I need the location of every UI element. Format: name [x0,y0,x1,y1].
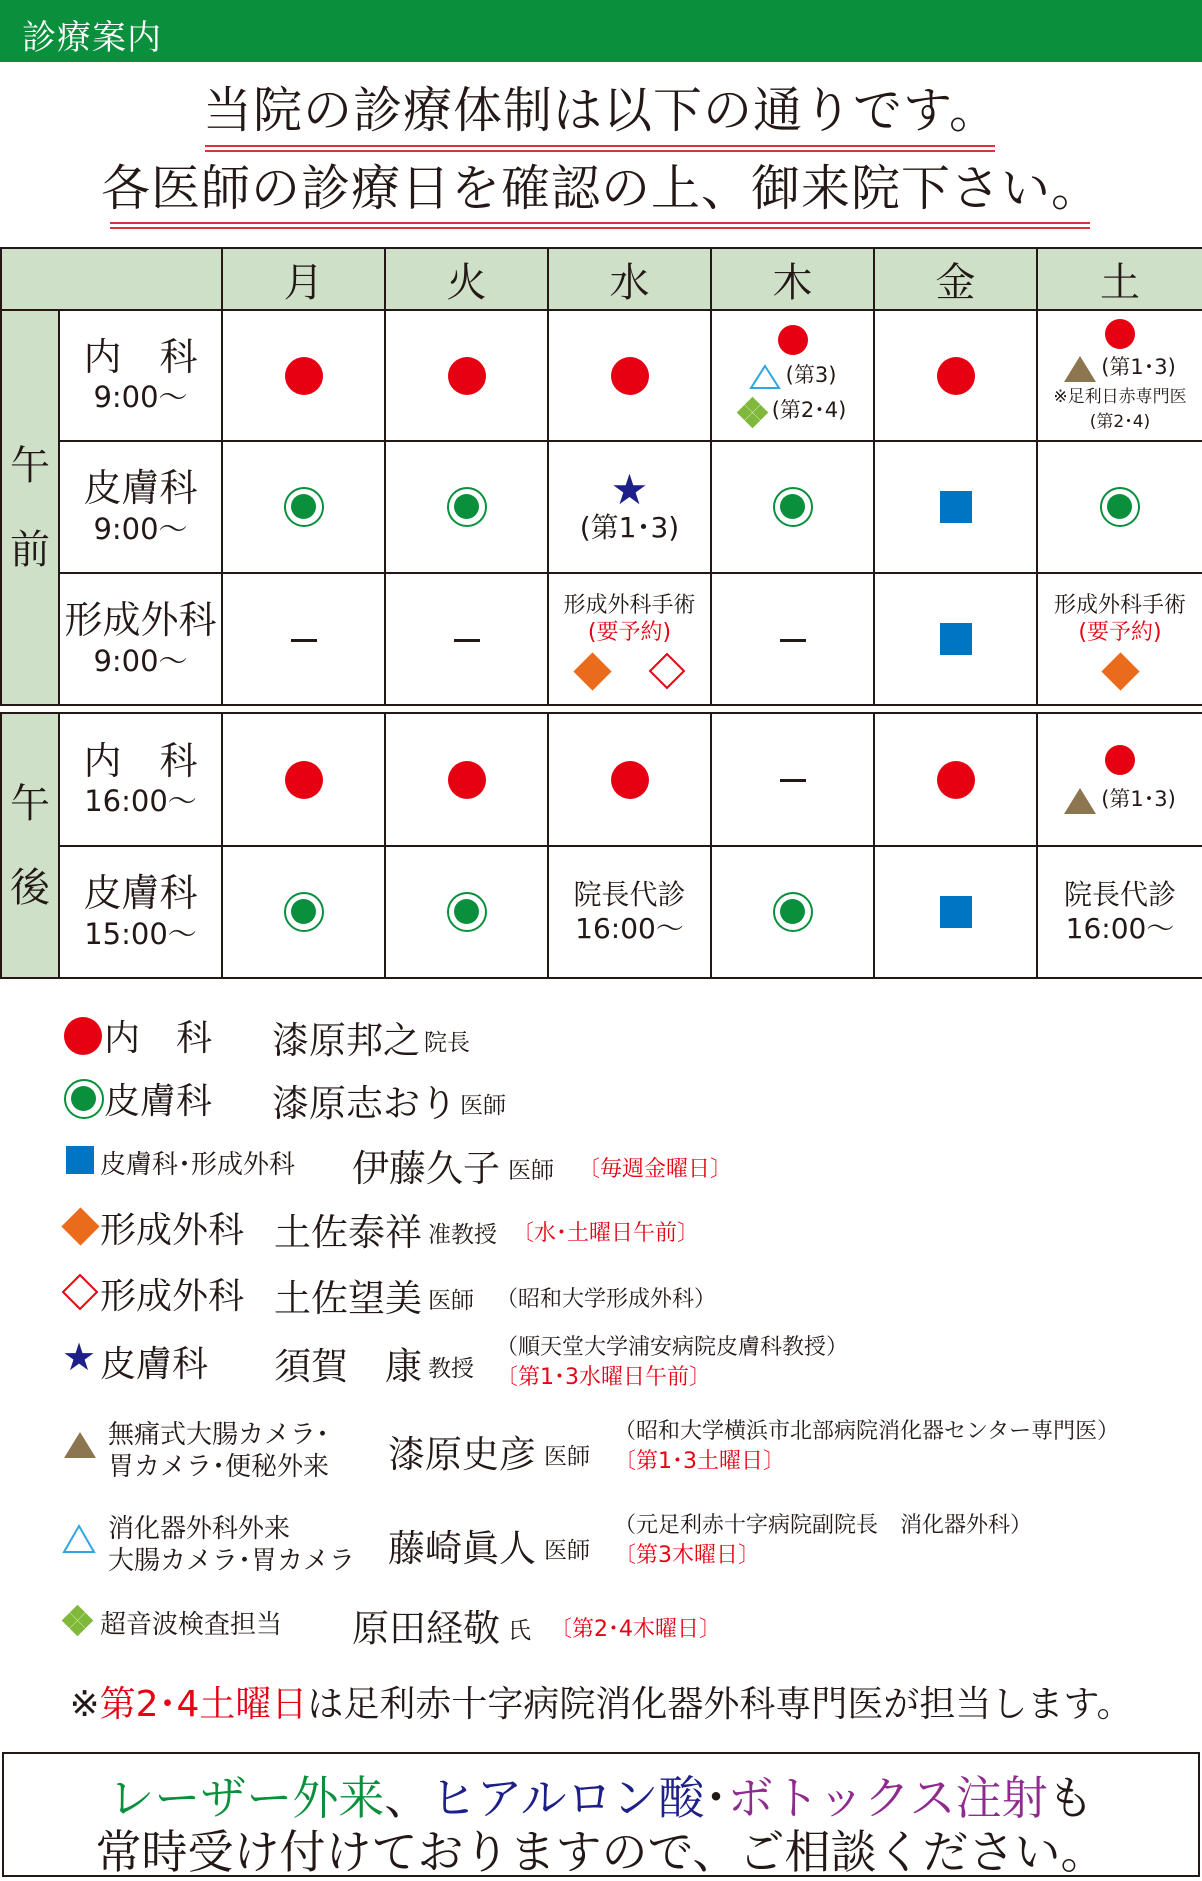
cell-keisei-fri-am [874,573,1037,705]
promo-box [2,1752,1200,1877]
red-circle-icon [778,325,808,355]
orange-diamond-icon [1101,652,1139,690]
intro-underline-2 [110,222,1090,224]
cell-naika-sat-pm: (第1･3) [1037,713,1202,846]
day-header-tue: 火 [385,248,548,310]
red-circle-icon [1105,319,1135,349]
brown-triangle-icon [64,1432,96,1458]
row-label-hifu-pm: 皮膚科 15:00～ [59,846,222,978]
day-header-thu: 木 [711,248,874,310]
cell-hifu-thu-pm [711,846,874,978]
red-circle-icon [285,761,323,799]
outline-diamond-icon [62,1274,99,1311]
cell-hifu-sat-am [1037,441,1202,573]
cell-hifu-wed-pm: 院長代診 16:00～ [548,846,711,978]
day-header-sat: 土 [1037,248,1202,310]
orange-diamond-icon [573,652,611,690]
cell-keisei-wed-am: 形成外科手術 (要予約) [548,573,711,705]
red-circle-icon [64,1017,102,1055]
cell-keisei-thu-am [711,573,874,705]
afternoon-label: 午 後 [1,713,59,978]
morning-label: 午 前 [1,310,59,705]
cell-naika-fri-pm [874,713,1037,846]
green-ring-icon [284,487,324,527]
legend-item-naika: 内 科 漆原邦之 院長 [0,1010,1202,1060]
green-ring-icon [447,892,487,932]
cell-naika-mon-am [222,310,385,441]
blue-square-icon [940,623,972,655]
orange-diamond-icon [61,1207,99,1245]
dash-mark [780,779,806,782]
promo-line-1: レーザー外来、ヒアルロン酸･ボトックス注射も [108,1771,1094,1825]
promo-line-2: 常時受け付けておりますので、ご相談ください。 [95,1825,1107,1879]
cell-naika-tue-am [385,310,548,441]
brown-triangle-icon [1064,788,1096,814]
footnote-highlight: 第2･4土曜日 [99,1684,308,1725]
green-ring-icon [284,892,324,932]
intro-line-1: 当院の診療体制は以下の通りです。 [202,82,1000,139]
row-label-hifu-am: 皮膚科 9:00～ [59,441,222,573]
cell-hifu-fri-pm [874,846,1037,978]
row-label-naika-pm: 内 科 16:00～ [59,713,222,846]
green-ring-icon [64,1079,104,1119]
cell-naika-thu-pm [711,713,874,846]
cell-hifu-mon-am [222,441,385,573]
section-title: 診療案内 [22,18,162,58]
cell-hifu-fri-am [874,441,1037,573]
legend-item-keisei-tosa-n: 形成外科 土佐望美 医師 （昭和大学形成外科） [0,1268,1202,1318]
cell-hifu-thu-am [711,441,874,573]
cell-naika-thu-am: (第3) (第2･4) [711,310,874,441]
cell-naika-sat-am: (第1･3) ※足利日赤専門医 (第2･4) [1037,310,1202,441]
red-circle-icon [937,761,975,799]
cell-hifu-tue-am [385,441,548,573]
red-circle-icon [611,357,649,395]
cell-hifu-sat-pm: 院長代診 16:00～ [1037,846,1202,978]
green-ring-icon [1100,487,1140,527]
green-ring-icon [773,892,813,932]
cell-keisei-mon-am [222,573,385,705]
intro-underline-1 [205,145,995,147]
cell-keisei-sat-am: 形成外科手術 (要予約) [1037,573,1202,705]
day-header-wed: 水 [548,248,711,310]
footnote: ※第2･4土曜日は足利赤十字病院消化器外科専門医が担当します。 [69,1684,1133,1725]
cell-naika-wed-am [548,310,711,441]
red-circle-icon [1105,745,1135,775]
dash-mark [780,639,806,642]
blue-square-icon [66,1146,94,1174]
brown-triangle-icon [1064,356,1096,382]
dash-mark [454,639,480,642]
cell-naika-tue-pm [385,713,548,846]
dash-mark [291,639,317,642]
intro-line-2: 各医師の診療日を確認の上、御来院下さい。 [100,160,1101,217]
cell-naika-wed-pm [548,713,711,846]
red-circle-icon [448,357,486,395]
red-circle-icon [285,357,323,395]
clover-icon [739,399,767,427]
cell-hifu-wed-am: ★ (第1･3) [548,441,711,573]
legend-item-hifu-suga: ★ 皮膚科 須賀 康 教授 （順天堂大学浦安病院皮膚科教授） 〔第1･3水曜日午前〕 [62,1335,849,1390]
morning-schedule-table [0,247,1202,706]
star-icon: ★ [610,465,649,515]
outline-triangle-icon [749,364,781,390]
cell-naika-fri-am [874,310,1037,441]
legend-item-hifu-keisei: 皮膚科･形成外科 伊藤久子 医師 〔毎週金曜日〕 [0,1138,1202,1188]
cell-hifu-tue-pm [385,846,548,978]
afternoon-schedule-table [0,712,1202,979]
legend-item-ultrasound: 超音波検査担当 原田経敬 氏 〔第2･4木曜日〕 [0,1598,1202,1648]
blue-square-icon [940,896,972,928]
row-label-naika-am: 内 科 9:00～ [59,310,222,441]
red-circle-icon [448,761,486,799]
corner-cell [1,248,222,310]
day-header-fri: 金 [874,248,1037,310]
legend-item-digestive-fujisaki: 消化器外科外来 大腸カメラ･胃カメラ 藤崎眞人 医師 （元足利赤十字病院副院長 消化器外科） 〔第3木曜日〕 [0,1508,1202,1572]
cell-naika-mon-pm [222,713,385,846]
clover-icon [64,1607,92,1635]
legend-item-keisei-tosa-y: 形成外科 土佐泰祥 准教授 〔水･土曜日午前〕 [0,1202,1202,1252]
outline-triangle-icon [62,1524,96,1554]
legend-item-hifu: 皮膚科 漆原志おり 医師 [0,1073,1202,1123]
red-circle-icon [937,357,975,395]
blue-square-icon [940,491,972,523]
row-label-keisei-am: 形成外科 9:00～ [59,573,222,705]
cell-keisei-tue-am [385,573,548,705]
outline-diamond-icon [649,653,686,690]
section-header [0,0,1202,62]
star-icon: ★ [62,1335,97,1379]
legend-item-camera-urushibara: 無痛式大腸カメラ･ 胃カメラ･便秘外来 漆原史彦 医師 （昭和大学横浜市北部病院消化器センター専門医） 〔第1･3土曜日〕 [0,1414,1202,1478]
green-ring-icon [447,487,487,527]
red-circle-icon [611,761,649,799]
intro-underline-2b [110,227,1090,229]
green-ring-icon [773,487,813,527]
cell-hifu-mon-pm [222,846,385,978]
day-header-mon: 月 [222,248,385,310]
